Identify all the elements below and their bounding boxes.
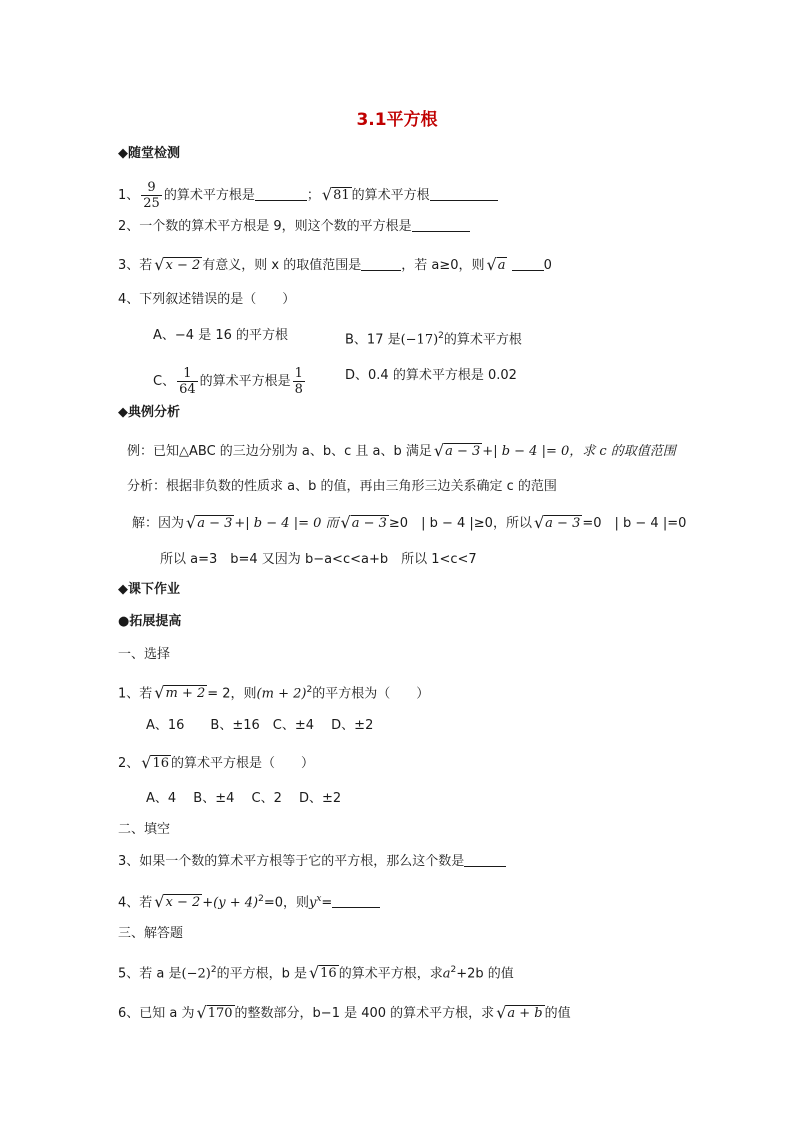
q4-option-c [153,366,307,397]
answer-6-radicand: 170 [207,1006,233,1021]
answer-5-text-d: +2b 的值 [456,966,514,982]
q4-option-c-fraction-2-denominator: 8 [294,382,303,397]
choice-2-options: A、4 B、±4 C、2 D、±2 [146,791,342,806]
question-4: 4、下列叙述错误的是（ ） [118,292,296,307]
q1-radical-sign: √ [321,185,333,204]
choice-1-options: A、16 B、±16 C、±4 D、±2 [146,718,374,733]
fill-4-expr: (y + 4) [213,895,259,911]
choice-1-text-b: = 2，则 [207,686,257,702]
question-2 [118,217,470,237]
answer-5-radicand: 16 [320,966,337,982]
fill-4-text-c: =0，则 [263,895,309,911]
q4-option-d: D、0.4 的算术平方根是 0.02 [345,368,517,383]
q4-option-b-expr: (−17) [400,332,439,348]
fill-4-radical-sign: √ [154,892,165,912]
q3-radical-sign-2: √ [486,255,497,274]
choice-1-text-c: 的平方根为（ ） [312,686,430,702]
q1-text-2: ； [306,188,320,203]
q3-blank-2[interactable] [512,256,544,271]
part-heading-choice: 一、选择 [118,647,171,662]
fill-3-text: 3、如果一个数的算术平方根等于它的平方根，那么这个数是 [118,854,465,869]
answer-6-radical-sign: √ [196,1003,207,1022]
example-problem [127,441,676,462]
q2-blank[interactable] [412,217,470,232]
choice-1-radicand: m + 2 [165,686,206,702]
choice-question-1 [118,680,429,704]
q4-option-b-exponent: 2 [438,331,444,341]
example-analysis: 分析：根据非负数的性质求 a、b 的值，再由三角形三边关系确定 c 的范围 [127,479,557,494]
choice-1-radical-sign: √ [154,683,165,703]
fill-4-text-b: + [202,895,214,911]
solution-radical-sign-3: √ [533,513,545,532]
q4-option-c-fraction-2-numerator: 1 [294,366,303,381]
answer-5-exponent: 2 [210,965,217,975]
answer-5-radical-sign: √ [308,963,320,983]
answer-5-expr: (−2) [181,966,211,982]
solution-text-c: ≥0 | b − 4 |≥0，所以 [388,516,532,531]
choice-1-exponent: 2 [306,685,313,695]
solution-radicand-2: a − 3 [351,516,387,531]
solution-radicand-1: a − 3 [197,516,233,531]
fill-4-text-a: 4、若 [118,895,153,911]
answer-5-exponent-2: 2 [450,965,457,975]
q4-option-b [345,326,522,350]
q1-blank-1[interactable] [255,186,307,201]
q4-option-c-fraction-1 [177,366,198,397]
q1-text-3: 的算术平方根 [351,188,430,203]
q1-text-1: 的算术平方根是 [163,188,255,203]
example-radicand: a − 3 [445,444,481,459]
answer-5-var-a: a [442,966,451,982]
answer-6-radical-sign-2: √ [496,1003,507,1022]
answer-5-text-b: 的平方根，b 是 [216,966,307,982]
q1-blank-2[interactable] [430,186,498,201]
choice-2-text-a: 2、 [118,756,140,771]
answer-question-6 [118,1003,571,1024]
q3-text-a: 3、若 [118,258,153,273]
q4-option-c-fraction-1-denominator: 64 [179,382,196,397]
page-title: 3.1平方根 [356,110,438,130]
example-solution-2: 所以 a=3 b=4 又因为 b−a<c<a+b 所以 1<c<7 [160,552,477,567]
q1-fraction [141,180,162,211]
fill-3-blank[interactable] [464,852,506,867]
choice-2-radical-sign: √ [141,753,152,772]
q3-blank-1[interactable] [361,256,401,271]
question-1 [118,180,498,211]
example-radical-sign: √ [433,441,445,460]
part-heading-answer: 三、解答题 [118,926,184,941]
solution-text-d: =0 | b − 4 |=0 [582,516,687,531]
q4-option-c-label: C、 [153,374,176,389]
solution-radical-sign-2: √ [340,513,351,532]
q4-option-c-text: 的算术平方根是 [199,374,291,389]
q1-fraction-denominator: 25 [143,196,160,211]
answer-5-text-c: 的算术平方根，求 [338,966,443,982]
answer-5-text-a: 5、若 a 是 [118,966,182,982]
fill-4-radicand: x − 2 [165,895,201,911]
q4-option-b-text-2: 的算术平方根 [443,332,522,348]
solution-text-b: +| b − 4 |= 0 而 [234,516,339,531]
section-heading-example: ◆典例分析 [118,405,180,420]
q4-option-c-fraction-2 [293,366,305,397]
solution-radical-sign-1: √ [186,513,197,532]
section-heading-extension: ●拓展提高 [118,614,182,629]
q3-text-c: ，若 a≥0，则 [401,258,485,273]
question-3 [118,255,552,276]
choice-question-2 [118,753,314,774]
q1-radicand: 81 [333,188,350,203]
section-heading-homework: ◆课下作业 [118,582,180,597]
answer-6-radicand-2: a + b [507,1006,543,1021]
q3-radicand: x − 2 [165,258,201,273]
part-heading-fill: 二、填空 [118,822,171,837]
choice-2-radicand: 16 [152,756,170,771]
choice-2-text-b: 的算术平方根是（ ） [171,756,315,771]
answer-6-text-c: 的值 [544,1006,571,1021]
example-text-a: 例：已知△ABC 的三边分别为 a、b、c 且 a、b 满足 [127,444,432,459]
q3-radicand-2: a [497,258,506,273]
solution-radicand-3: a − 3 [545,516,581,531]
q2-text: 2、一个数的算术平方根是 9，则这个数的平方根是 [118,219,412,234]
fill-question-3 [118,852,506,872]
fill-4-exponent: 2 [258,894,264,904]
q1-fraction-numerator: 9 [147,180,156,195]
q3-radical-sign: √ [154,255,165,274]
choice-1-expr: (m + 2) [256,686,307,702]
q4-option-b-text: B、17 是 [345,332,401,348]
q4-option-a: A、−4 是 16 的平方根 [153,328,288,343]
example-solution [132,513,686,534]
q1-number: 1、 [118,188,140,203]
fill-4-base-y: y [308,895,317,911]
q3-text-b: 有意义，则 x 的取值范围是 [202,258,362,273]
fill-question-4 [118,889,380,913]
section-heading-quiz: ◆随堂检测 [118,146,180,161]
example-text-b: +| b − 4 |= 0，求 c 的取值范围 [482,444,676,459]
answer-6-text-b: 的整数部分，b−1 是 400 的算术平方根，求 [234,1006,495,1021]
answer-question-5 [118,960,514,984]
fill-4-exponent-x: x [316,894,322,904]
fill-4-text-d: = [321,895,333,911]
fill-4-blank[interactable] [332,893,380,908]
choice-1-text-a: 1、若 [118,686,153,702]
solution-text-a: 解：因为 [132,516,185,531]
q4-option-c-fraction-1-numerator: 1 [183,366,192,381]
q3-text-d: 0 [543,258,552,273]
answer-6-text-a: 6、已知 a 为 [118,1006,195,1021]
